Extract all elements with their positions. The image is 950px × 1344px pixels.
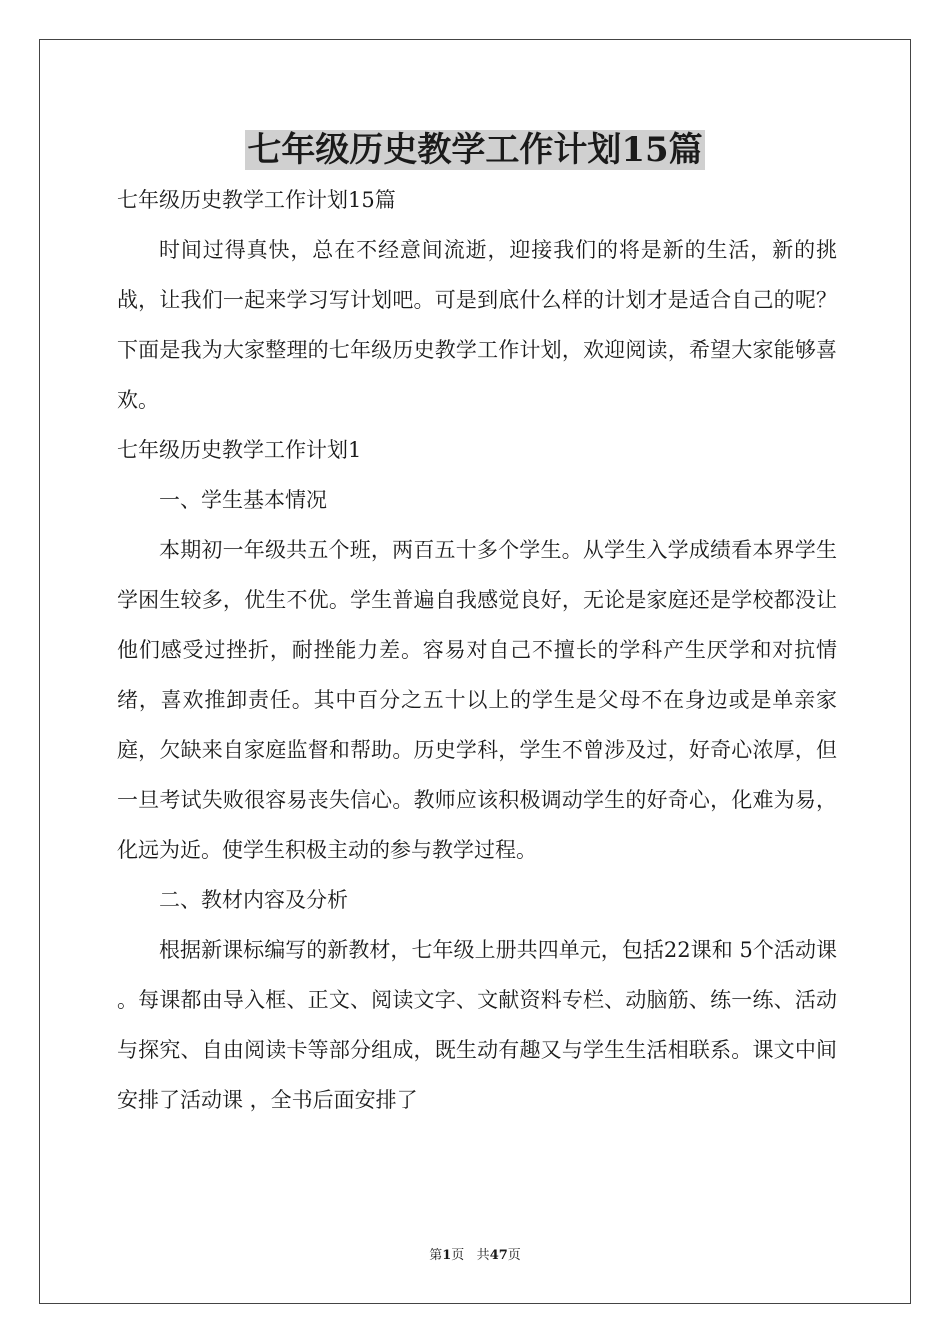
page-number: 1 [442, 1248, 452, 1263]
document-title [0, 128, 950, 172]
total-pages: 47 [489, 1248, 508, 1263]
total-prefix: 共 [476, 1248, 490, 1263]
subheading-textbook-analysis: 二、教材内容及分析 [159, 888, 348, 912]
document-title-text: 七年级历史教学工作计划15篇 [247, 130, 703, 170]
section-heading-plan-1: 七年级历史教学工作计划1 [117, 438, 362, 462]
subheading-student-situation: 一、学生基本情况 [159, 488, 327, 512]
page-prefix: 第 [429, 1248, 443, 1263]
document-subtitle: 七年级历史教学工作计划15篇 [117, 188, 396, 212]
page-suffix: 页 [451, 1248, 465, 1263]
student-situation-paragraph: 本期初一年级共五个班，两百五十多个学生。从学生入学成绩看本界学生学困生较多，优生不优。学生普遍自我感觉良好，无论是家庭还是学校都没让他们感受过挫折，耐挫能力差。容易对自己不擅长的学科产生厌学和对抗情绪，喜欢推卸责任。其中百分之五十以上的学生是父母不在身边或是单亲家庭，欠缺来自家庭监督和帮助。历史学科，学生不曾涉及过，好奇心浓厚，但一旦考试失败很容易丧失信心。教师应该积极调动学生的好奇心，化难为易，化远为近。使学生积极主动的参与教学过程。 [117, 538, 837, 862]
textbook-analysis-paragraph: 根据新课标编写的新教材，七年级上册共四单元，包括22课和 5个活动课 。每课都由导入框、正文、阅读文字、文献资料专栏、动脑筋、练一练、活动与探究、自由阅读卡等部分组成，既生动有趣又与学生生活相联系。课文中间安排了活动课 ，全书后面安排了 [117, 938, 837, 1112]
intro-paragraph: 时间过得真快，总在不经意间流逝，迎接我们的将是新的生活，新的挑战，让我们一起来学习写计划吧。可是到底什么样的计划才是适合自己的呢？下面是我为大家整理的七年级历史教学工作计划，欢迎阅读，希望大家能够喜欢。 [117, 238, 837, 412]
page-footer [0, 1247, 950, 1265]
document-body [117, 175, 837, 1125]
total-suffix: 页 [507, 1248, 521, 1263]
